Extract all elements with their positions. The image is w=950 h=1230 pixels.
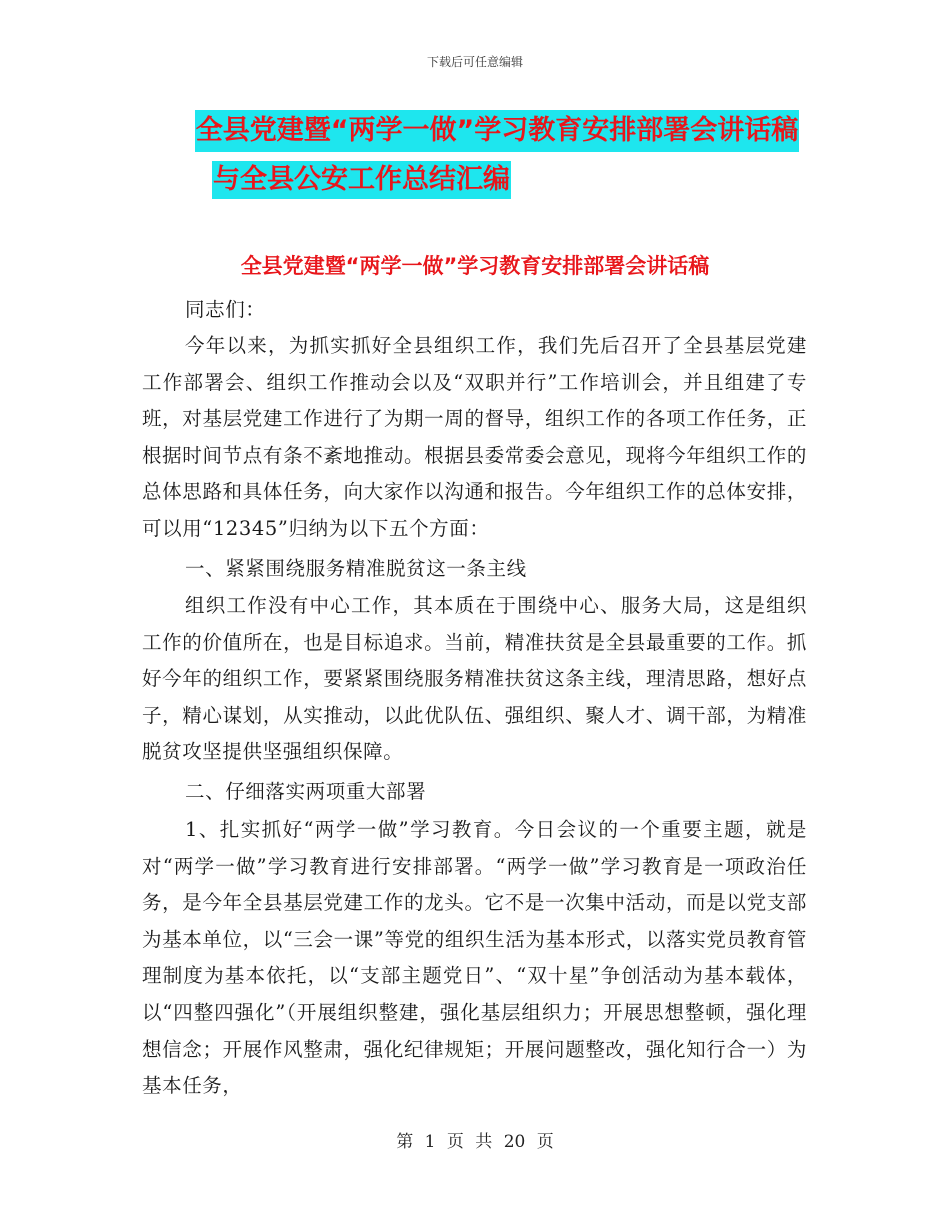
- page-footer: 第 1 页 共 20 页: [396, 1132, 554, 1152]
- heading-1: 一、紧紧围绕服务精准脱贫这一条主线: [185, 557, 527, 580]
- section-title: 全县党建暨“两学一做”学习教育安排部署会讲话稿: [240, 254, 710, 278]
- title-highlight-1: 全县党建暨“两学一做”学习教育安排部署会讲话稿: [195, 110, 800, 152]
- paragraph-3: 1、扎实抓好“两学一做”学习教育。今日会议的一个重要主题，就是对“两学一做”学习教育进行安排部署。“两学一做”学习教育是一项政治任务，是今年全县基层党建工作的龙头。它不是一次集中活动，而是以党支部为基本单位，以“三会一课”等党的组织生活为基本形式，以落实党员教育管理制度为基本依托，以“支部主题党日”、“双十星”争创活动为基本载体，以“四整四强化”（开展组织整建，强化基层组织力；开展思想整顿，强化理想信念；开展作风整肃，强化纪律规矩；开展问题整改，强化知行合一）为基本任务，: [142, 818, 807, 1098]
- paragraph-1: 今年以来，为抓实抓好全县组织工作，我们先后召开了全县基层党建工作部署会、组织工作推动会以及“双职并行”工作培训会，并且组建了专班，对基层党建工作进行了为期一周的督导，组织工作的各项工作任务，正根据时间节点有条不紊地推动。根据县委常委会意见，现将今年组织工作的总体思路和具体任务，向大家作以沟通和报告。今年组织工作的总体安排，可以用“12345”归纳为以下五个方面：: [142, 334, 807, 540]
- heading-2: 二、仔细落实两项重大部署: [185, 780, 427, 803]
- header-note: 下载后可任意编辑: [426, 55, 523, 69]
- document-title-line-1: [22, 117, 950, 144]
- greeting: 同志们：: [185, 298, 266, 321]
- paragraph-2: 组织工作没有中心工作，其本质在于围绕中心、服务大局，这是组织工作的价值所在，也是目标追求。当前，精准扶贫是全县最重要的工作。抓好今年的组织工作，要紧紧围绕服务精准扶贫这条主线，理清思路，想好点子，精心谋划，从实推动，以此优队伍、强组织、聚人才、调干部，为精准脱贫攻坚提供坚强组织保障。: [142, 594, 807, 764]
- title-highlight-2: 与全县公安工作总结汇编: [212, 161, 511, 199]
